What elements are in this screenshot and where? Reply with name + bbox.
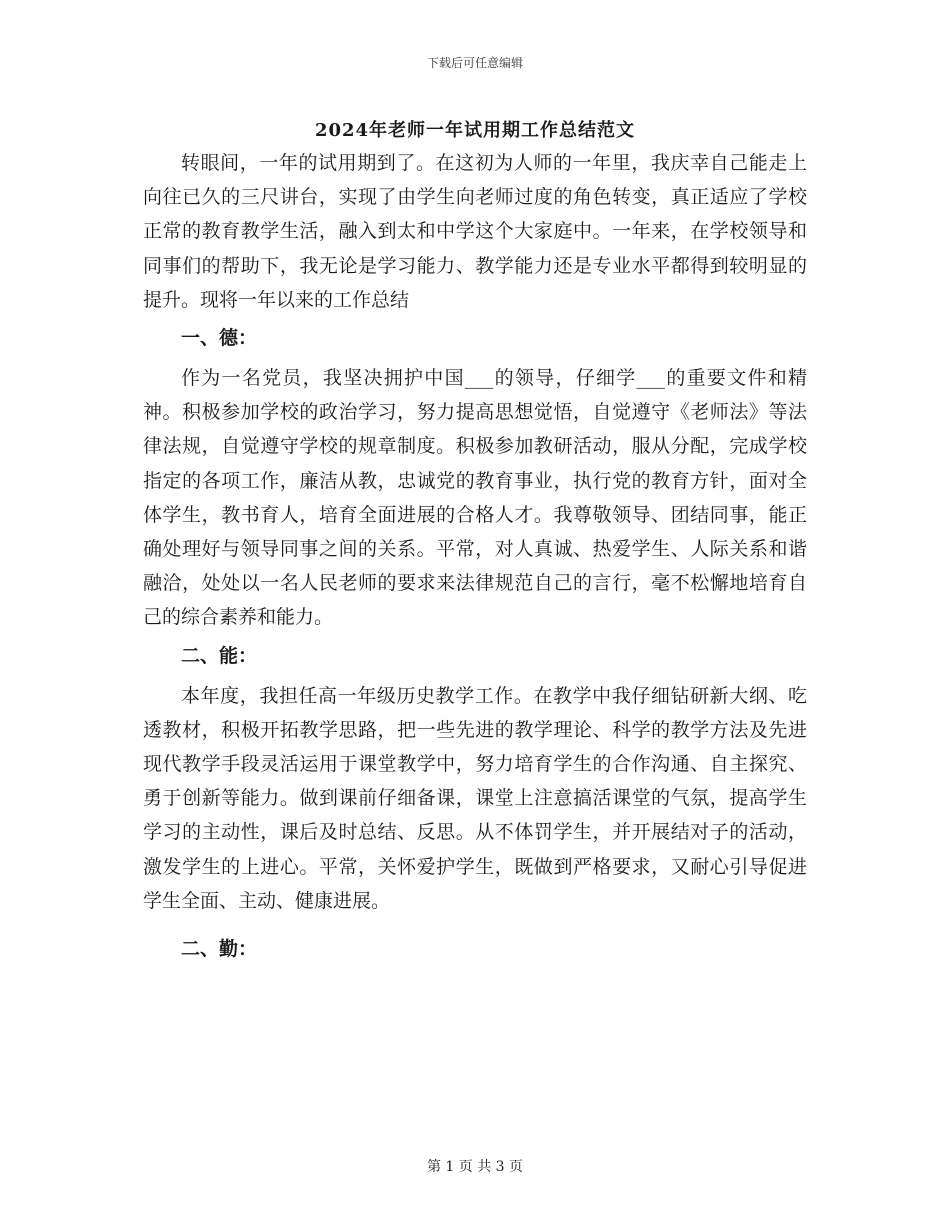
intro-paragraph: 转眼间，一年的试用期到了。在这初为人师的一年里，我庆幸自己能走上向往已久的三尺讲台，实现了由学生向老师过度的角色转变，真正适应了学校正常的教育教学生活，融入到太和中学这个大家庭中。一年来，在学校领导和同事们的帮助下，我无论是学习能力、教学能力还是专业水平都得到较明显的提升。现将一年以来的工作总结 [143,152,807,311]
page-number: 第 1 页 共 3 页 [426,1159,524,1175]
section-heading-neng: 二、能： [181,644,258,667]
section-paragraph-neng: 本年度，我担任高一年级历史教学工作。在教学中我仔细钻研新大纲、吃透教材，积极开拓教学思路，把一些先进的教学理论、科学的教学方法及先进现代教学手段灵活运用于课堂教学中，努力培育学生的合作沟通、自主探究、勇于创新等能力。做到课前仔细备课，课堂上注意搞活课堂的气氛，提高学生学习的主动性，课后及时总结、反思。从不体罚学生，并开展结对子的活动，激发学生的上进心。平常，关怀爱护学生，既做到严格要求，又耐心引导促进学生全面、主动、健康进展。 [143,684,807,912]
document-body [143,146,807,972]
section-paragraph-de: 作为一名党员，我坚决拥护中国___的领导，仔细学___的重要文件和精神。积极参加学校的政治学习，努力提高思想觉悟，自觉遵守《老师法》等法律法规，自觉遵守学校的规章制度。积极参加教研活动，服从分配，完成学校指定的各项工作，廉洁从教，忠诚党的教育事业，执行党的教育方针，面对全体学生，教书育人，培育全面进展的合格人才。我尊敬领导、团结同事，能正确处理好与领导同事之间的关系。平常，对人真诚、热爱学生、人际关系和谐融洽，处处以一名人民老师的要求来法律规范自己的言行，毫不松懈地培育自己的综合素养和能力。 [143,367,807,629]
header-note: 下载后可任意编辑 [426,56,523,70]
section-heading-de: 一、德： [181,327,258,350]
section-heading-qin: 二、勤： [181,938,258,961]
document-title: 2024年老师一年试用期工作总结范文 [314,120,636,141]
